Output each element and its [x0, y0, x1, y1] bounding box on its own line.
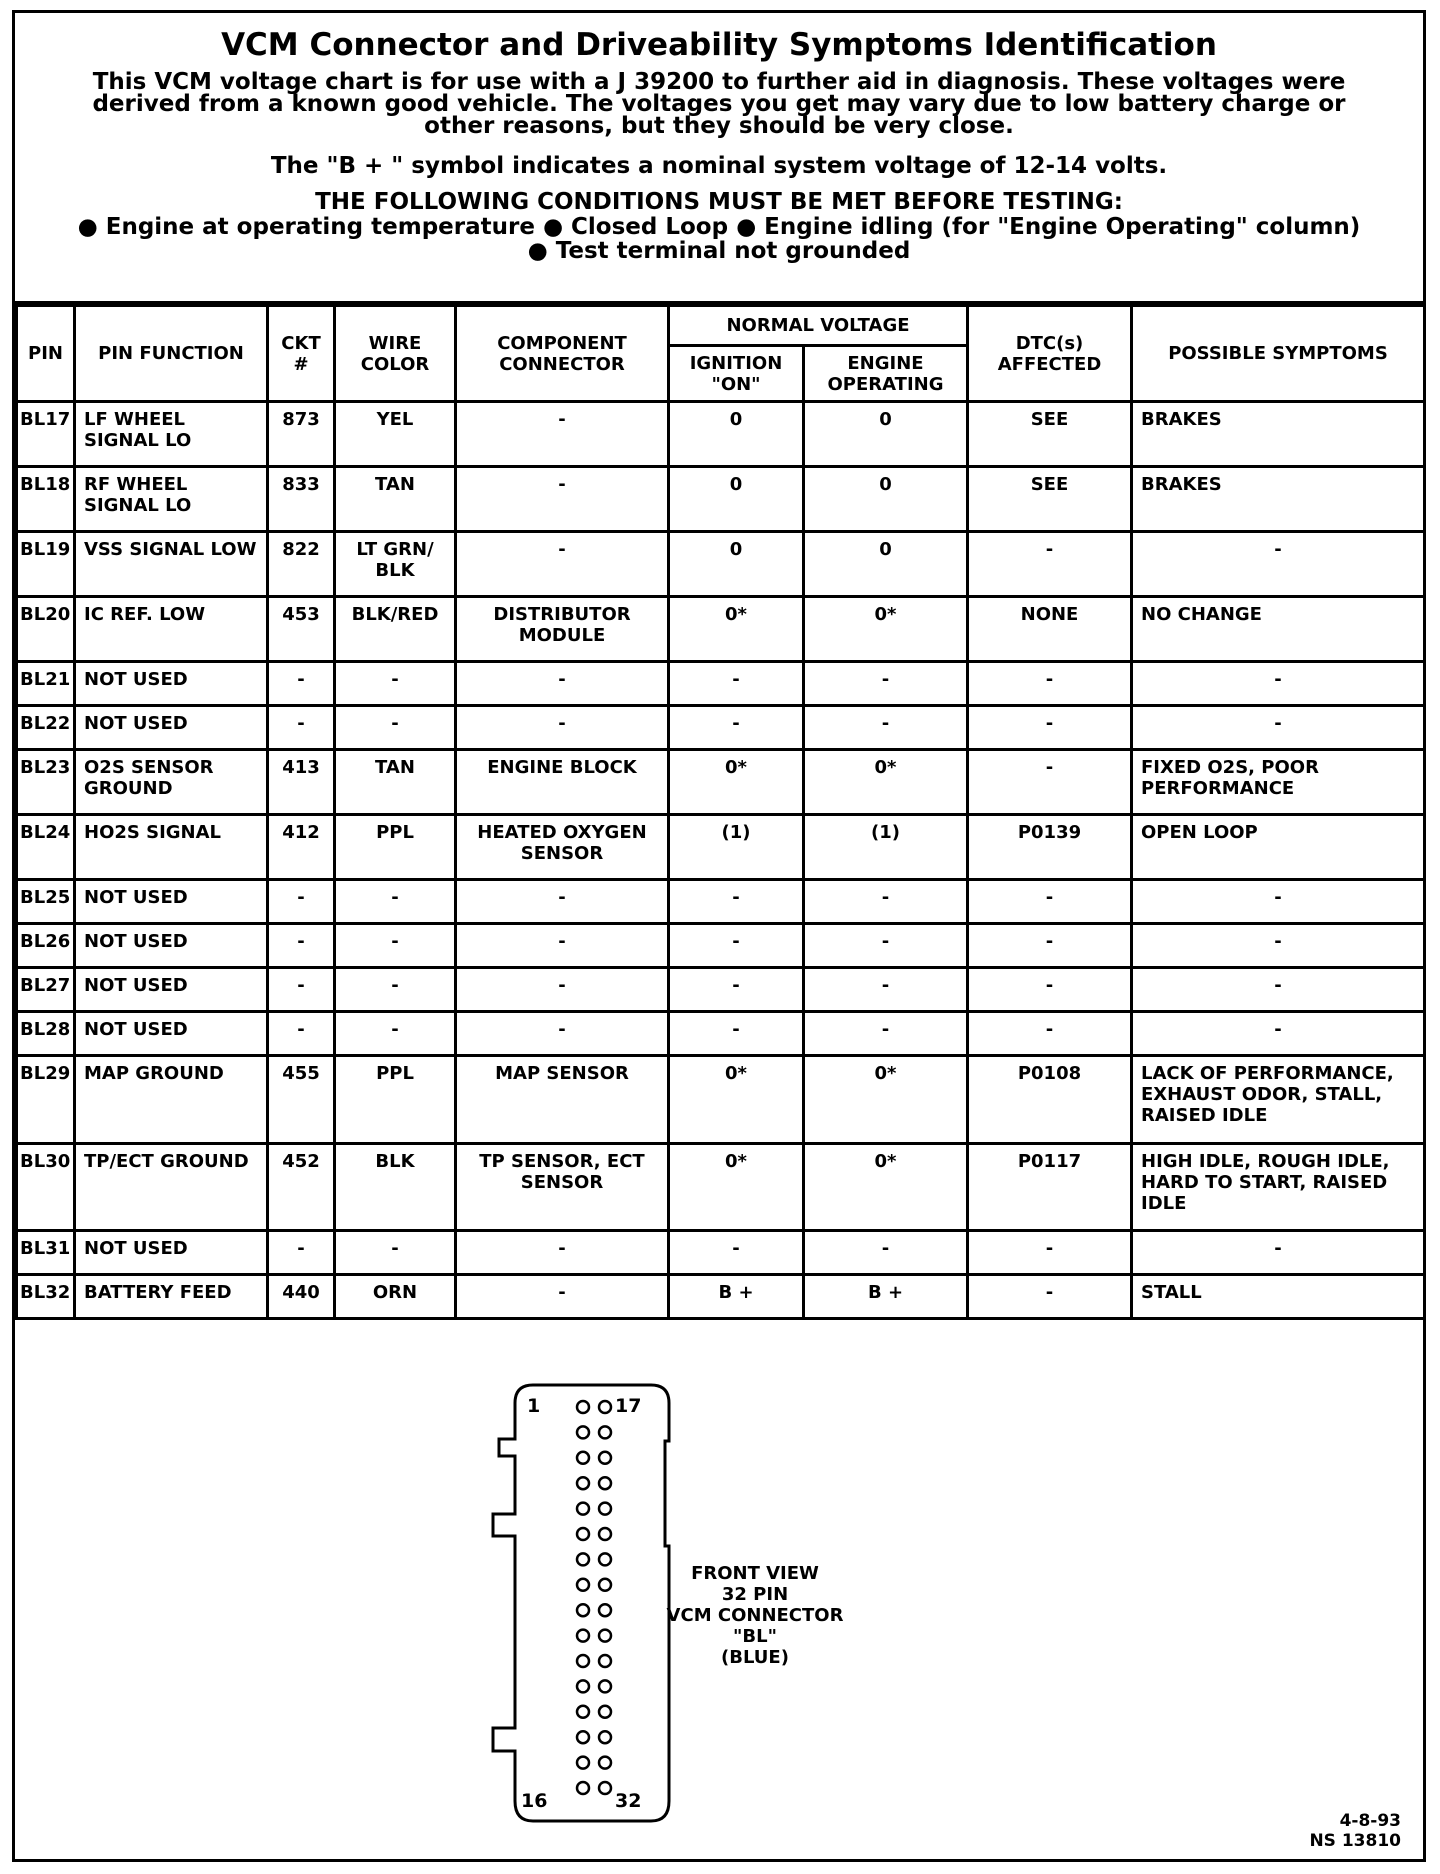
cell-dtc: -	[968, 968, 1132, 1012]
conditions-title: THE FOLLOWING CONDITIONS MUST BE MET BEFORE TESTING:	[315, 189, 1123, 215]
cell-dtc: P0139	[968, 815, 1132, 880]
cell-symptoms: -	[1132, 1012, 1425, 1056]
cell-pin: BL25	[17, 880, 75, 924]
cell-engine: B +	[804, 1275, 968, 1319]
cell-wire: PPL	[335, 815, 456, 880]
cell-ignition: (1)	[669, 815, 804, 880]
cell-function: VSS SIGNAL LOW	[75, 532, 268, 597]
cell-symptoms: BRAKES	[1132, 402, 1425, 467]
table-row	[17, 402, 1425, 467]
pin-hole	[577, 1731, 589, 1743]
chart-frame	[12, 10, 1426, 1862]
cell-symptoms: -	[1132, 532, 1425, 597]
table-row	[17, 880, 1425, 924]
cell-ckt: -	[268, 706, 335, 750]
cell-dtc: -	[968, 1231, 1132, 1275]
cell-function: IC REF. LOW	[75, 597, 268, 662]
cell-function: NOT USED	[75, 924, 268, 968]
cell-function: NOT USED	[75, 880, 268, 924]
cell-ckt: 413	[268, 750, 335, 815]
pin-hole	[577, 1452, 589, 1464]
label-front-view: FRONT VIEW	[691, 1563, 819, 1584]
header-ignition-on: IGNITION "ON"	[669, 346, 804, 402]
cell-pin: BL24	[17, 815, 75, 880]
pin-hole	[577, 1782, 589, 1794]
cell-pin: BL19	[17, 532, 75, 597]
cell-function: BATTERY FEED	[75, 1275, 268, 1319]
cell-symptoms: NO CHANGE	[1132, 597, 1425, 662]
cell-pin: BL18	[17, 467, 75, 532]
cell-engine: -	[804, 924, 968, 968]
cell-engine: -	[804, 1231, 968, 1275]
page-title: VCM Connector and Driveability Symptoms Identification	[221, 27, 1217, 63]
cell-engine: -	[804, 662, 968, 706]
cell-pin: BL27	[17, 968, 75, 1012]
cell-symptoms: -	[1132, 880, 1425, 924]
pin-hole	[599, 1706, 611, 1718]
pin-hole	[599, 1680, 611, 1692]
cell-component: -	[456, 706, 669, 750]
cell-component: -	[456, 532, 669, 597]
cell-dtc: -	[968, 532, 1132, 597]
pin-hole	[577, 1655, 589, 1667]
cell-symptoms: -	[1132, 968, 1425, 1012]
header-engine-operating: ENGINE OPERATING	[804, 346, 968, 402]
table-row	[17, 706, 1425, 750]
cell-dtc: -	[968, 662, 1132, 706]
cell-function: HO2S SIGNAL	[75, 815, 268, 880]
pin-hole	[599, 1426, 611, 1438]
cell-dtc: -	[968, 880, 1132, 924]
label-connector-name: VCM CONNECTOR "BL"	[666, 1605, 844, 1647]
cell-ignition: -	[669, 968, 804, 1012]
cell-wire: -	[335, 968, 456, 1012]
cell-engine: 0*	[804, 750, 968, 815]
cell-dtc: -	[968, 1275, 1132, 1319]
cell-function: LF WHEEL SIGNAL LO	[75, 402, 268, 467]
bplus-note: The "B + " symbol indicates a nominal system voltage of 12-14 volts.	[270, 153, 1168, 179]
cell-wire: BLK	[335, 1144, 456, 1231]
cell-component: -	[456, 662, 669, 706]
cell-component: -	[456, 467, 669, 532]
pin-label-1: 1	[527, 1395, 541, 1417]
cell-symptoms: FIXED O2S, POOR PERFORMANCE	[1132, 750, 1425, 815]
cell-symptoms: -	[1132, 662, 1425, 706]
label-color: (BLUE)	[721, 1647, 789, 1668]
cell-ignition: 0	[669, 532, 804, 597]
pin-hole	[577, 1401, 589, 1413]
cell-symptoms: HIGH IDLE, ROUGH IDLE, HARD TO START, RAISED IDLE	[1132, 1144, 1425, 1231]
pin-hole	[577, 1503, 589, 1515]
cell-component: HEATED OXYGEN SENSOR	[456, 815, 669, 880]
cell-wire: -	[335, 706, 456, 750]
cell-wire: YEL	[335, 402, 456, 467]
cell-pin: BL23	[17, 750, 75, 815]
cell-ckt: -	[268, 1231, 335, 1275]
label-32-pin: 32 PIN	[721, 1584, 789, 1605]
cell-wire: -	[335, 1012, 456, 1056]
cell-ignition: -	[669, 1231, 804, 1275]
header-possible-symptoms: POSSIBLE SYMPTOMS	[1132, 306, 1425, 402]
conditions-line-1: ● Engine at operating temperature ● Closed Loop ● Engine idling (for "Engine Operating" column)	[77, 214, 1361, 240]
cell-function: NOT USED	[75, 968, 268, 1012]
cell-engine: 0	[804, 467, 968, 532]
header-normal-voltage: NORMAL VOLTAGE	[669, 306, 968, 346]
pin-hole	[599, 1655, 611, 1667]
cell-component: MAP SENSOR	[456, 1056, 669, 1144]
pin-hole	[599, 1782, 611, 1794]
header-pin: PIN	[17, 306, 75, 402]
pin-hole	[577, 1630, 589, 1642]
cell-engine: -	[804, 706, 968, 750]
cell-pin: BL21	[17, 662, 75, 706]
cell-symptoms: -	[1132, 706, 1425, 750]
cell-dtc: P0108	[968, 1056, 1132, 1144]
pin-hole	[599, 1553, 611, 1565]
cell-ignition: 0*	[669, 1056, 804, 1144]
cell-component: DISTRIBUTOR MODULE	[456, 597, 669, 662]
cell-ignition: B +	[669, 1275, 804, 1319]
cell-wire: ORN	[335, 1275, 456, 1319]
cell-function: NOT USED	[75, 662, 268, 706]
cell-function: NOT USED	[75, 1231, 268, 1275]
cell-component: TP SENSOR, ECT SENSOR	[456, 1144, 669, 1231]
cell-symptoms: -	[1132, 1231, 1425, 1275]
pin-hole	[599, 1452, 611, 1464]
cell-symptoms: BRAKES	[1132, 467, 1425, 532]
pin-hole	[577, 1680, 589, 1692]
pin-label-16: 16	[521, 1790, 548, 1812]
pin-label-32: 32	[615, 1790, 642, 1812]
cell-wire: TAN	[335, 750, 456, 815]
header-dtc-affected: DTC(s) AFFECTED	[968, 306, 1132, 402]
cell-ckt: 440	[268, 1275, 335, 1319]
table-row	[17, 662, 1425, 706]
cell-dtc: -	[968, 924, 1132, 968]
table-row	[17, 750, 1425, 815]
cell-ignition: 0	[669, 402, 804, 467]
header-wire-color: WIRE COLOR	[335, 306, 456, 402]
cell-ckt: 833	[268, 467, 335, 532]
cell-engine: (1)	[804, 815, 968, 880]
cell-pin: BL17	[17, 402, 75, 467]
pin-hole	[577, 1426, 589, 1438]
cell-ignition: -	[669, 1012, 804, 1056]
cell-engine: -	[804, 968, 968, 1012]
pin-hole	[577, 1528, 589, 1540]
cell-pin: BL28	[17, 1012, 75, 1056]
cell-dtc: SEE	[968, 467, 1132, 532]
cell-engine: 0	[804, 532, 968, 597]
cell-ckt: 452	[268, 1144, 335, 1231]
table-row	[17, 968, 1425, 1012]
header	[15, 13, 1423, 304]
cell-engine: -	[804, 1012, 968, 1056]
cell-ckt: 822	[268, 532, 335, 597]
cell-symptoms: -	[1132, 924, 1425, 968]
pin-hole	[577, 1477, 589, 1489]
doc-id: NS 13810	[1309, 1831, 1401, 1851]
cell-wire: -	[335, 924, 456, 968]
cell-ignition: -	[669, 880, 804, 924]
table-row	[17, 924, 1425, 968]
pin-hole	[599, 1630, 611, 1642]
cell-dtc: -	[968, 750, 1132, 815]
cell-dtc: SEE	[968, 402, 1132, 467]
cell-symptoms: LACK OF PERFORMANCE, EXHAUST ODOR, STALL, RAISED IDLE	[1132, 1056, 1425, 1144]
pin-label-17: 17	[615, 1395, 642, 1417]
cell-component: -	[456, 880, 669, 924]
pin-hole	[577, 1604, 589, 1616]
cell-ignition: 0*	[669, 597, 804, 662]
document-number	[1309, 1811, 1401, 1851]
cell-ignition: -	[669, 706, 804, 750]
pin-hole	[599, 1604, 611, 1616]
doc-date: 4-8-93	[1339, 1811, 1401, 1831]
cell-component: -	[456, 968, 669, 1012]
connector-outline	[493, 1385, 669, 1821]
pin-hole	[577, 1579, 589, 1591]
cell-ignition: 0	[669, 467, 804, 532]
pin-hole	[599, 1731, 611, 1743]
pin-hole	[599, 1477, 611, 1489]
cell-wire: PPL	[335, 1056, 456, 1144]
pin-hole	[599, 1401, 611, 1413]
cell-dtc: NONE	[968, 597, 1132, 662]
pin-hole	[577, 1757, 589, 1769]
pin-hole	[599, 1503, 611, 1515]
pin-hole	[599, 1528, 611, 1540]
cell-function: NOT USED	[75, 706, 268, 750]
cell-ignition: -	[669, 924, 804, 968]
table-row	[17, 467, 1425, 532]
cell-ckt: -	[268, 968, 335, 1012]
cell-component: ENGINE BLOCK	[456, 750, 669, 815]
table-row	[17, 532, 1425, 597]
cell-ckt: 453	[268, 597, 335, 662]
cell-function: NOT USED	[75, 1012, 268, 1056]
cell-component: -	[456, 1012, 669, 1056]
cell-engine: -	[804, 880, 968, 924]
cell-wire: -	[335, 880, 456, 924]
pin-hole	[599, 1757, 611, 1769]
cell-symptoms: STALL	[1132, 1275, 1425, 1319]
cell-wire: -	[335, 1231, 456, 1275]
cell-ignition: 0*	[669, 750, 804, 815]
cell-component: -	[456, 402, 669, 467]
intro-text: This VCM voltage chart is for use with a J 39200 to further aid in diagnosis. These voltages were derived from a known good vehicle. The voltages you get may vary due to low battery charge or other reasons, but they should be very close.	[92, 69, 1346, 139]
cell-dtc: P0117	[968, 1144, 1132, 1231]
cell-component: -	[456, 1275, 669, 1319]
table-row	[17, 815, 1425, 880]
table-row	[17, 1012, 1425, 1056]
cell-dtc: -	[968, 706, 1132, 750]
cell-component: -	[456, 924, 669, 968]
pin-holes	[577, 1401, 611, 1794]
cell-ckt: -	[268, 662, 335, 706]
cell-component: -	[456, 1231, 669, 1275]
cell-ignition: -	[669, 662, 804, 706]
cell-pin: BL20	[17, 597, 75, 662]
cell-function: MAP GROUND	[75, 1056, 268, 1144]
cell-function: RF WHEEL SIGNAL LO	[75, 467, 268, 532]
cell-wire: -	[335, 662, 456, 706]
table-row	[17, 1056, 1425, 1144]
cell-ckt: -	[268, 880, 335, 924]
cell-pin: BL31	[17, 1231, 75, 1275]
cell-ckt: -	[268, 1012, 335, 1056]
voltage-table	[15, 304, 1426, 1320]
header-pin-function: PIN FUNCTION	[75, 306, 268, 402]
table-row	[17, 1231, 1425, 1275]
pin-hole	[599, 1579, 611, 1591]
connector-diagram	[15, 1331, 1423, 1861]
table-row	[17, 1144, 1425, 1231]
cell-wire: BLK/RED	[335, 597, 456, 662]
pin-hole	[577, 1706, 589, 1718]
cell-engine: 0	[804, 402, 968, 467]
header-ckt: CKT #	[268, 306, 335, 402]
cell-function: O2S SENSOR GROUND	[75, 750, 268, 815]
table-row	[17, 1275, 1425, 1319]
connector-label	[655, 1563, 855, 1668]
pin-hole	[577, 1553, 589, 1565]
cell-wire: TAN	[335, 467, 456, 532]
cell-pin: BL32	[17, 1275, 75, 1319]
conditions-line-2: ● Test terminal not grounded	[527, 238, 911, 264]
cell-dtc: -	[968, 1012, 1132, 1056]
cell-ignition: 0*	[669, 1144, 804, 1231]
header-component-connector: COMPONENT CONNECTOR	[456, 306, 669, 402]
cell-ckt: 873	[268, 402, 335, 467]
table-row	[17, 597, 1425, 662]
cell-ckt: -	[268, 924, 335, 968]
cell-symptoms: OPEN LOOP	[1132, 815, 1425, 880]
cell-engine: 0*	[804, 1144, 968, 1231]
cell-function: TP/ECT GROUND	[75, 1144, 268, 1231]
cell-ckt: 455	[268, 1056, 335, 1144]
cell-pin: BL26	[17, 924, 75, 968]
cell-ckt: 412	[268, 815, 335, 880]
cell-engine: 0*	[804, 1056, 968, 1144]
cell-wire: LT GRN/ BLK	[335, 532, 456, 597]
cell-pin: BL22	[17, 706, 75, 750]
cell-pin: BL29	[17, 1056, 75, 1144]
cell-engine: 0*	[804, 597, 968, 662]
cell-pin: BL30	[17, 1144, 75, 1231]
